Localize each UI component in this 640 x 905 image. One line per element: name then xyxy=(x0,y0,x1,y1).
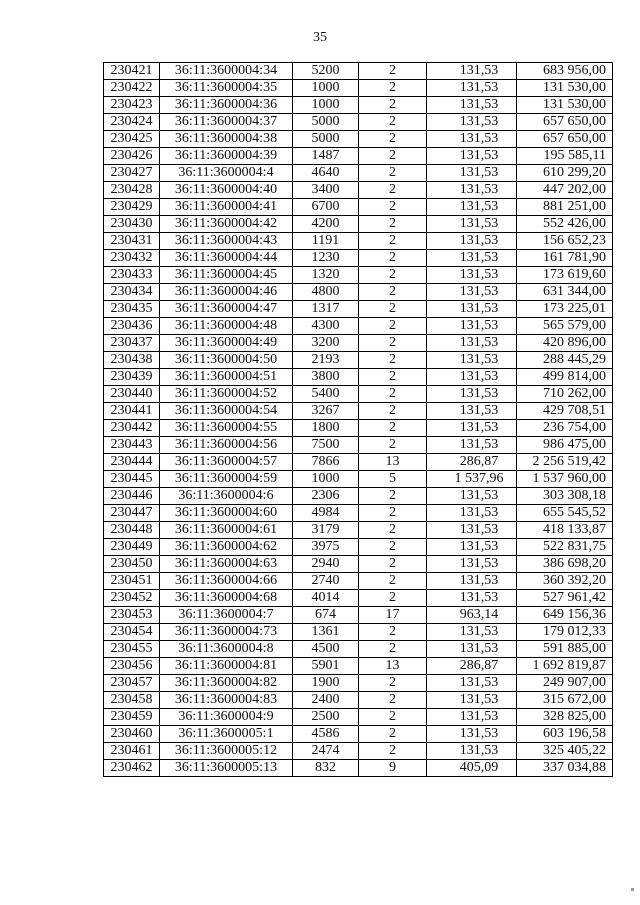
rate-cell: 131,53 xyxy=(427,437,517,454)
group-cell: 2 xyxy=(359,284,427,301)
value-cell: 649 156,36 xyxy=(517,607,613,624)
table-row xyxy=(104,624,613,641)
row-id-cell: 230457 xyxy=(104,675,160,692)
table-row xyxy=(104,556,613,573)
table-row xyxy=(104,301,613,318)
group-cell: 2 xyxy=(359,437,427,454)
area-cell: 2474 xyxy=(293,743,359,760)
table-row xyxy=(104,692,613,709)
cadastral-number-cell: 36:11:3600004:50 xyxy=(160,352,293,369)
table-row xyxy=(104,573,613,590)
cadastral-number-cell: 36:11:3600004:43 xyxy=(160,233,293,250)
table-row xyxy=(104,522,613,539)
group-cell: 5 xyxy=(359,471,427,488)
cadastral-number-cell: 36:11:3600004:42 xyxy=(160,216,293,233)
row-id-cell: 230437 xyxy=(104,335,160,352)
row-id-cell: 230454 xyxy=(104,624,160,641)
value-cell: 1 692 819,87 xyxy=(517,658,613,675)
area-cell: 1487 xyxy=(293,148,359,165)
rate-cell: 1 537,96 xyxy=(427,471,517,488)
rate-cell: 131,53 xyxy=(427,199,517,216)
cadastral-number-cell: 36:11:3600004:8 xyxy=(160,641,293,658)
cadastral-number-cell: 36:11:3600004:38 xyxy=(160,131,293,148)
table-row xyxy=(104,318,613,335)
rate-cell: 405,09 xyxy=(427,760,517,777)
row-id-cell: 230430 xyxy=(104,216,160,233)
table-row xyxy=(104,250,613,267)
rate-cell: 131,53 xyxy=(427,352,517,369)
rate-cell: 131,53 xyxy=(427,522,517,539)
area-cell: 4984 xyxy=(293,505,359,522)
area-cell: 3267 xyxy=(293,403,359,420)
group-cell: 2 xyxy=(359,114,427,131)
value-cell: 429 708,51 xyxy=(517,403,613,420)
value-cell: 1 537 960,00 xyxy=(517,471,613,488)
row-id-cell: 230438 xyxy=(104,352,160,369)
table-row xyxy=(104,658,613,675)
table-row xyxy=(104,97,613,114)
area-cell: 3200 xyxy=(293,335,359,352)
group-cell: 2 xyxy=(359,726,427,743)
cadastral-number-cell: 36:11:3600004:41 xyxy=(160,199,293,216)
rate-cell: 131,53 xyxy=(427,131,517,148)
cadastral-number-cell: 36:11:3600004:73 xyxy=(160,624,293,641)
area-cell: 3800 xyxy=(293,369,359,386)
cadastral-number-cell: 36:11:3600004:57 xyxy=(160,454,293,471)
table-row xyxy=(104,369,613,386)
cadastral-number-cell: 36:11:3600004:4 xyxy=(160,165,293,182)
rate-cell: 131,53 xyxy=(427,539,517,556)
table-row xyxy=(104,80,613,97)
value-cell: 236 754,00 xyxy=(517,420,613,437)
value-cell: 710 262,00 xyxy=(517,386,613,403)
group-cell: 2 xyxy=(359,743,427,760)
table-row xyxy=(104,352,613,369)
cadastral-number-cell: 36:11:3600004:35 xyxy=(160,80,293,97)
group-cell: 2 xyxy=(359,335,427,352)
rate-cell: 131,53 xyxy=(427,97,517,114)
cadastral-number-cell: 36:11:3600004:44 xyxy=(160,250,293,267)
rate-cell: 131,53 xyxy=(427,505,517,522)
cadastral-number-cell: 36:11:3600004:82 xyxy=(160,675,293,692)
group-cell: 2 xyxy=(359,692,427,709)
cadastral-number-cell: 36:11:3600004:7 xyxy=(160,607,293,624)
cadastral-number-cell: 36:11:3600004:83 xyxy=(160,692,293,709)
area-cell: 7866 xyxy=(293,454,359,471)
area-cell: 1800 xyxy=(293,420,359,437)
row-id-cell: 230433 xyxy=(104,267,160,284)
value-cell: 986 475,00 xyxy=(517,437,613,454)
scan-mark xyxy=(631,888,634,891)
group-cell: 2 xyxy=(359,386,427,403)
group-cell: 2 xyxy=(359,505,427,522)
group-cell: 2 xyxy=(359,182,427,199)
row-id-cell: 230461 xyxy=(104,743,160,760)
value-cell: 565 579,00 xyxy=(517,318,613,335)
value-cell: 195 585,11 xyxy=(517,148,613,165)
row-id-cell: 230424 xyxy=(104,114,160,131)
rate-cell: 286,87 xyxy=(427,658,517,675)
row-id-cell: 230453 xyxy=(104,607,160,624)
value-cell: 527 961,42 xyxy=(517,590,613,607)
row-id-cell: 230462 xyxy=(104,760,160,777)
row-id-cell: 230436 xyxy=(104,318,160,335)
table-row xyxy=(104,403,613,420)
table-row xyxy=(104,165,613,182)
area-cell: 1191 xyxy=(293,233,359,250)
table-row xyxy=(104,233,613,250)
table-row xyxy=(104,488,613,505)
value-cell: 173 619,60 xyxy=(517,267,613,284)
group-cell: 2 xyxy=(359,369,427,386)
row-id-cell: 230426 xyxy=(104,148,160,165)
row-id-cell: 230422 xyxy=(104,80,160,97)
area-cell: 4300 xyxy=(293,318,359,335)
cadastral-number-cell: 36:11:3600004:47 xyxy=(160,301,293,318)
row-id-cell: 230455 xyxy=(104,641,160,658)
value-cell: 631 344,00 xyxy=(517,284,613,301)
row-id-cell: 230460 xyxy=(104,726,160,743)
row-id-cell: 230449 xyxy=(104,539,160,556)
value-cell: 337 034,88 xyxy=(517,760,613,777)
area-cell: 6700 xyxy=(293,199,359,216)
table-row xyxy=(104,182,613,199)
rate-cell: 131,53 xyxy=(427,386,517,403)
rate-cell: 131,53 xyxy=(427,709,517,726)
cadastral-number-cell: 36:11:3600004:34 xyxy=(160,63,293,80)
cadastral-number-cell: 36:11:3600004:6 xyxy=(160,488,293,505)
table-row xyxy=(104,709,613,726)
area-cell: 1000 xyxy=(293,97,359,114)
group-cell: 2 xyxy=(359,709,427,726)
cadastral-number-cell: 36:11:3600005:13 xyxy=(160,760,293,777)
area-cell: 4014 xyxy=(293,590,359,607)
table-row xyxy=(104,641,613,658)
rate-cell: 286,87 xyxy=(427,454,517,471)
table-row xyxy=(104,743,613,760)
cadastral-number-cell: 36:11:3600004:51 xyxy=(160,369,293,386)
rate-cell: 131,53 xyxy=(427,403,517,420)
group-cell: 2 xyxy=(359,403,427,420)
cadastral-number-cell: 36:11:3600004:40 xyxy=(160,182,293,199)
area-cell: 1000 xyxy=(293,471,359,488)
value-cell: 522 831,75 xyxy=(517,539,613,556)
area-cell: 674 xyxy=(293,607,359,624)
table-row xyxy=(104,437,613,454)
cadastral-number-cell: 36:11:3600004:54 xyxy=(160,403,293,420)
group-cell: 2 xyxy=(359,97,427,114)
cadastral-number-cell: 36:11:3600004:81 xyxy=(160,658,293,675)
cadastral-number-cell: 36:11:3600004:56 xyxy=(160,437,293,454)
row-id-cell: 230428 xyxy=(104,182,160,199)
area-cell: 4640 xyxy=(293,165,359,182)
table-row xyxy=(104,284,613,301)
table-row xyxy=(104,148,613,165)
cadastral-number-cell: 36:11:3600004:63 xyxy=(160,556,293,573)
cadastral-number-cell: 36:11:3600004:45 xyxy=(160,267,293,284)
table-row xyxy=(104,63,613,80)
area-cell: 3975 xyxy=(293,539,359,556)
cadastral-number-cell: 36:11:3600004:48 xyxy=(160,318,293,335)
value-cell: 2 256 519,42 xyxy=(517,454,613,471)
row-id-cell: 230443 xyxy=(104,437,160,454)
area-cell: 5400 xyxy=(293,386,359,403)
rate-cell: 131,53 xyxy=(427,114,517,131)
cadastral-number-cell: 36:11:3600004:66 xyxy=(160,573,293,590)
group-cell: 2 xyxy=(359,80,427,97)
row-id-cell: 230435 xyxy=(104,301,160,318)
value-cell: 161 781,90 xyxy=(517,250,613,267)
area-cell: 3400 xyxy=(293,182,359,199)
group-cell: 17 xyxy=(359,607,427,624)
cadastral-number-cell: 36:11:3600005:12 xyxy=(160,743,293,760)
rate-cell: 131,53 xyxy=(427,573,517,590)
value-cell: 591 885,00 xyxy=(517,641,613,658)
rate-cell: 131,53 xyxy=(427,420,517,437)
cadastral-number-cell: 36:11:3600004:39 xyxy=(160,148,293,165)
value-cell: 655 545,52 xyxy=(517,505,613,522)
cadastral-number-cell: 36:11:3600004:49 xyxy=(160,335,293,352)
group-cell: 2 xyxy=(359,301,427,318)
cadastral-number-cell: 36:11:3600004:59 xyxy=(160,471,293,488)
value-cell: 386 698,20 xyxy=(517,556,613,573)
value-cell: 131 530,00 xyxy=(517,80,613,97)
rate-cell: 963,14 xyxy=(427,607,517,624)
row-id-cell: 230444 xyxy=(104,454,160,471)
value-cell: 499 814,00 xyxy=(517,369,613,386)
table-row xyxy=(104,216,613,233)
value-cell: 418 133,87 xyxy=(517,522,613,539)
table-row xyxy=(104,199,613,216)
area-cell: 1000 xyxy=(293,80,359,97)
group-cell: 9 xyxy=(359,760,427,777)
row-id-cell: 230423 xyxy=(104,97,160,114)
area-cell: 2500 xyxy=(293,709,359,726)
group-cell: 2 xyxy=(359,556,427,573)
group-cell: 2 xyxy=(359,573,427,590)
value-cell: 325 405,22 xyxy=(517,743,613,760)
table-row xyxy=(104,471,613,488)
table-row xyxy=(104,675,613,692)
group-cell: 2 xyxy=(359,131,427,148)
row-id-cell: 230448 xyxy=(104,522,160,539)
value-cell: 328 825,00 xyxy=(517,709,613,726)
value-cell: 173 225,01 xyxy=(517,301,613,318)
group-cell: 2 xyxy=(359,488,427,505)
row-id-cell: 230440 xyxy=(104,386,160,403)
rate-cell: 131,53 xyxy=(427,250,517,267)
rate-cell: 131,53 xyxy=(427,369,517,386)
row-id-cell: 230445 xyxy=(104,471,160,488)
value-cell: 288 445,29 xyxy=(517,352,613,369)
row-id-cell: 230450 xyxy=(104,556,160,573)
group-cell: 2 xyxy=(359,318,427,335)
area-cell: 5200 xyxy=(293,63,359,80)
group-cell: 2 xyxy=(359,63,427,80)
area-cell: 1230 xyxy=(293,250,359,267)
table-body xyxy=(104,63,613,777)
group-cell: 2 xyxy=(359,420,427,437)
table-row xyxy=(104,505,613,522)
row-id-cell: 230452 xyxy=(104,590,160,607)
area-cell: 2193 xyxy=(293,352,359,369)
row-id-cell: 230451 xyxy=(104,573,160,590)
cadastral-number-cell: 36:11:3600005:1 xyxy=(160,726,293,743)
table-row xyxy=(104,539,613,556)
row-id-cell: 230431 xyxy=(104,233,160,250)
table-row xyxy=(104,131,613,148)
area-cell: 832 xyxy=(293,760,359,777)
area-cell: 2306 xyxy=(293,488,359,505)
value-cell: 360 392,20 xyxy=(517,573,613,590)
group-cell: 2 xyxy=(359,216,427,233)
row-id-cell: 230441 xyxy=(104,403,160,420)
area-cell: 2940 xyxy=(293,556,359,573)
table-row xyxy=(104,590,613,607)
cadastral-number-cell: 36:11:3600004:37 xyxy=(160,114,293,131)
row-id-cell: 230439 xyxy=(104,369,160,386)
rate-cell: 131,53 xyxy=(427,63,517,80)
row-id-cell: 230447 xyxy=(104,505,160,522)
cadastral-number-cell: 36:11:3600004:36 xyxy=(160,97,293,114)
table-row xyxy=(104,114,613,131)
cadastral-number-cell: 36:11:3600004:52 xyxy=(160,386,293,403)
rate-cell: 131,53 xyxy=(427,148,517,165)
group-cell: 13 xyxy=(359,454,427,471)
value-cell: 179 012,33 xyxy=(517,624,613,641)
rate-cell: 131,53 xyxy=(427,726,517,743)
group-cell: 13 xyxy=(359,658,427,675)
group-cell: 2 xyxy=(359,522,427,539)
area-cell: 4500 xyxy=(293,641,359,658)
row-id-cell: 230434 xyxy=(104,284,160,301)
row-id-cell: 230456 xyxy=(104,658,160,675)
area-cell: 3179 xyxy=(293,522,359,539)
table-row xyxy=(104,454,613,471)
table-row xyxy=(104,386,613,403)
row-id-cell: 230425 xyxy=(104,131,160,148)
rate-cell: 131,53 xyxy=(427,216,517,233)
value-cell: 131 530,00 xyxy=(517,97,613,114)
group-cell: 2 xyxy=(359,590,427,607)
area-cell: 2400 xyxy=(293,692,359,709)
area-cell: 7500 xyxy=(293,437,359,454)
group-cell: 2 xyxy=(359,148,427,165)
cadastral-number-cell: 36:11:3600004:60 xyxy=(160,505,293,522)
cadastral-number-cell: 36:11:3600004:9 xyxy=(160,709,293,726)
area-cell: 1317 xyxy=(293,301,359,318)
rate-cell: 131,53 xyxy=(427,692,517,709)
cadastral-number-cell: 36:11:3600004:62 xyxy=(160,539,293,556)
rate-cell: 131,53 xyxy=(427,335,517,352)
group-cell: 2 xyxy=(359,267,427,284)
area-cell: 5901 xyxy=(293,658,359,675)
value-cell: 610 299,20 xyxy=(517,165,613,182)
rate-cell: 131,53 xyxy=(427,488,517,505)
row-id-cell: 230459 xyxy=(104,709,160,726)
group-cell: 2 xyxy=(359,641,427,658)
row-id-cell: 230421 xyxy=(104,63,160,80)
page-number: 35 xyxy=(313,30,327,45)
value-cell: 552 426,00 xyxy=(517,216,613,233)
table-row xyxy=(104,607,613,624)
group-cell: 2 xyxy=(359,233,427,250)
group-cell: 2 xyxy=(359,199,427,216)
table-row xyxy=(104,760,613,777)
area-cell: 4200 xyxy=(293,216,359,233)
value-cell: 303 308,18 xyxy=(517,488,613,505)
area-cell: 1361 xyxy=(293,624,359,641)
group-cell: 2 xyxy=(359,250,427,267)
group-cell: 2 xyxy=(359,352,427,369)
rate-cell: 131,53 xyxy=(427,556,517,573)
area-cell: 5000 xyxy=(293,114,359,131)
area-cell: 5000 xyxy=(293,131,359,148)
group-cell: 2 xyxy=(359,165,427,182)
cadastral-number-cell: 36:11:3600004:68 xyxy=(160,590,293,607)
area-cell: 4586 xyxy=(293,726,359,743)
row-id-cell: 230432 xyxy=(104,250,160,267)
table-row xyxy=(104,267,613,284)
rate-cell: 131,53 xyxy=(427,641,517,658)
row-id-cell: 230442 xyxy=(104,420,160,437)
value-cell: 603 196,58 xyxy=(517,726,613,743)
area-cell: 4800 xyxy=(293,284,359,301)
rate-cell: 131,53 xyxy=(427,675,517,692)
cadastral-number-cell: 36:11:3600004:55 xyxy=(160,420,293,437)
row-id-cell: 230427 xyxy=(104,165,160,182)
area-cell: 2740 xyxy=(293,573,359,590)
group-cell: 2 xyxy=(359,675,427,692)
value-cell: 657 650,00 xyxy=(517,114,613,131)
rate-cell: 131,53 xyxy=(427,624,517,641)
table-row xyxy=(104,726,613,743)
rate-cell: 131,53 xyxy=(427,301,517,318)
value-cell: 156 652,23 xyxy=(517,233,613,250)
table-row xyxy=(104,420,613,437)
row-id-cell: 230446 xyxy=(104,488,160,505)
value-cell: 420 896,00 xyxy=(517,335,613,352)
value-cell: 881 251,00 xyxy=(517,199,613,216)
value-cell: 315 672,00 xyxy=(517,692,613,709)
rate-cell: 131,53 xyxy=(427,318,517,335)
area-cell: 1320 xyxy=(293,267,359,284)
value-cell: 447 202,00 xyxy=(517,182,613,199)
group-cell: 2 xyxy=(359,539,427,556)
rate-cell: 131,53 xyxy=(427,165,517,182)
value-cell: 657 650,00 xyxy=(517,131,613,148)
rate-cell: 131,53 xyxy=(427,182,517,199)
area-cell: 1900 xyxy=(293,675,359,692)
value-cell: 249 907,00 xyxy=(517,675,613,692)
rate-cell: 131,53 xyxy=(427,743,517,760)
table-row xyxy=(104,335,613,352)
cadastral-number-cell: 36:11:3600004:46 xyxy=(160,284,293,301)
rate-cell: 131,53 xyxy=(427,80,517,97)
cadastral-table xyxy=(103,62,613,777)
rate-cell: 131,53 xyxy=(427,267,517,284)
rate-cell: 131,53 xyxy=(427,590,517,607)
group-cell: 2 xyxy=(359,624,427,641)
cadastral-number-cell: 36:11:3600004:61 xyxy=(160,522,293,539)
rate-cell: 131,53 xyxy=(427,284,517,301)
row-id-cell: 230429 xyxy=(104,199,160,216)
row-id-cell: 230458 xyxy=(104,692,160,709)
value-cell: 683 956,00 xyxy=(517,63,613,80)
rate-cell: 131,53 xyxy=(427,233,517,250)
